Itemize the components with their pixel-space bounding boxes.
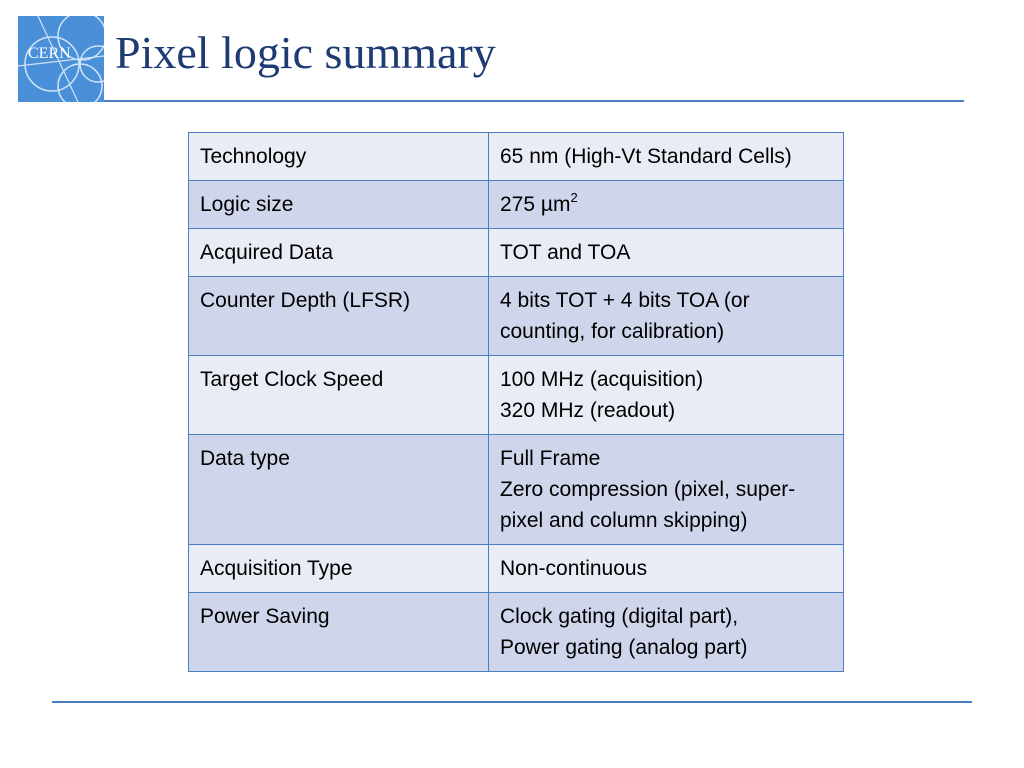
row-label: Logic size [189,181,489,229]
row-value-line: Non-continuous [500,557,648,580]
summary-table [188,132,844,672]
table-row [189,277,844,356]
row-value [489,593,844,672]
table-row [189,435,844,545]
table-row [189,545,844,593]
table-row [189,181,844,229]
row-label: Technology [189,133,489,181]
row-value-line: 4 bits TOT + 4 bits TOA (or counting, for calibration) [500,289,750,343]
row-label: Acquired Data [189,229,489,277]
footer-divider [52,701,972,703]
row-value [489,545,844,593]
row-label: Data type [189,435,489,545]
row-value-line: 65 nm (High-Vt Standard Cells) [500,145,792,168]
row-value-line: 275 µm [500,193,571,216]
row-value [489,229,844,277]
row-label: Acquisition Type [189,545,489,593]
row-value [489,133,844,181]
slide-title: Pixel logic summary [115,27,496,78]
row-value-line: Full Frame [500,447,601,470]
row-value [489,356,844,435]
title-divider [104,100,964,102]
table-row [189,356,844,435]
row-label: Target Clock Speed [189,356,489,435]
row-value-line: 100 MHz (acquisition) [500,368,704,391]
row-value-line: Zero compression (pixel, super-pixel and column skipping) [500,478,796,532]
superscript: 2 [570,190,578,205]
cern-logo [18,16,104,102]
row-value [489,181,844,229]
table-row [189,593,844,672]
row-value-line: TOT and TOA [500,241,631,264]
row-value-line: Power gating (analog part) [500,636,748,659]
row-label: Power Saving [189,593,489,672]
cern-logo-text: CERN [28,45,71,62]
row-value [489,277,844,356]
row-value [489,435,844,545]
table-row [189,133,844,181]
table-row [189,229,844,277]
row-value-line: 320 MHz (readout) [500,399,676,422]
row-label: Counter Depth (LFSR) [189,277,489,356]
row-value-line: Clock gating (digital part), [500,605,739,628]
